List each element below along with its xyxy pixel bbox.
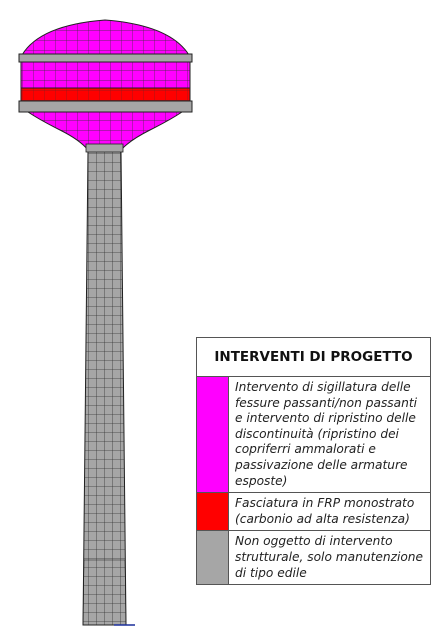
legend-swatch-gray	[197, 531, 229, 584]
tank-bottom-cone	[28, 112, 182, 152]
tower-shaft	[83, 150, 135, 625]
lower-rim	[19, 101, 192, 112]
legend-item	[197, 377, 430, 493]
legend-swatch-red	[197, 493, 229, 530]
legend-text: Intervento di sigillatura delle fessure passanti/non passanti e intervento di ripristino delle discontinuità (ripristino dei copriferri ammalorati e passivazione delle armature esposte)	[235, 380, 418, 488]
tank-dome	[22, 20, 189, 55]
frp-band	[21, 88, 190, 101]
tank-wall	[21, 62, 190, 88]
legend-item	[197, 531, 430, 584]
legend-item	[197, 493, 430, 531]
legend-title: INTERVENTI DI PROGETTO	[197, 338, 430, 377]
upper-rim	[19, 54, 192, 62]
legend-text: Non oggetto di intervento strutturale, solo manutenzione di tipo edile	[235, 534, 424, 580]
legend-text: Fasciatura in FRP monostrato (carbonio ad alta resistenza)	[235, 496, 415, 526]
legend-swatch-magenta	[197, 377, 229, 492]
legend	[196, 337, 431, 585]
